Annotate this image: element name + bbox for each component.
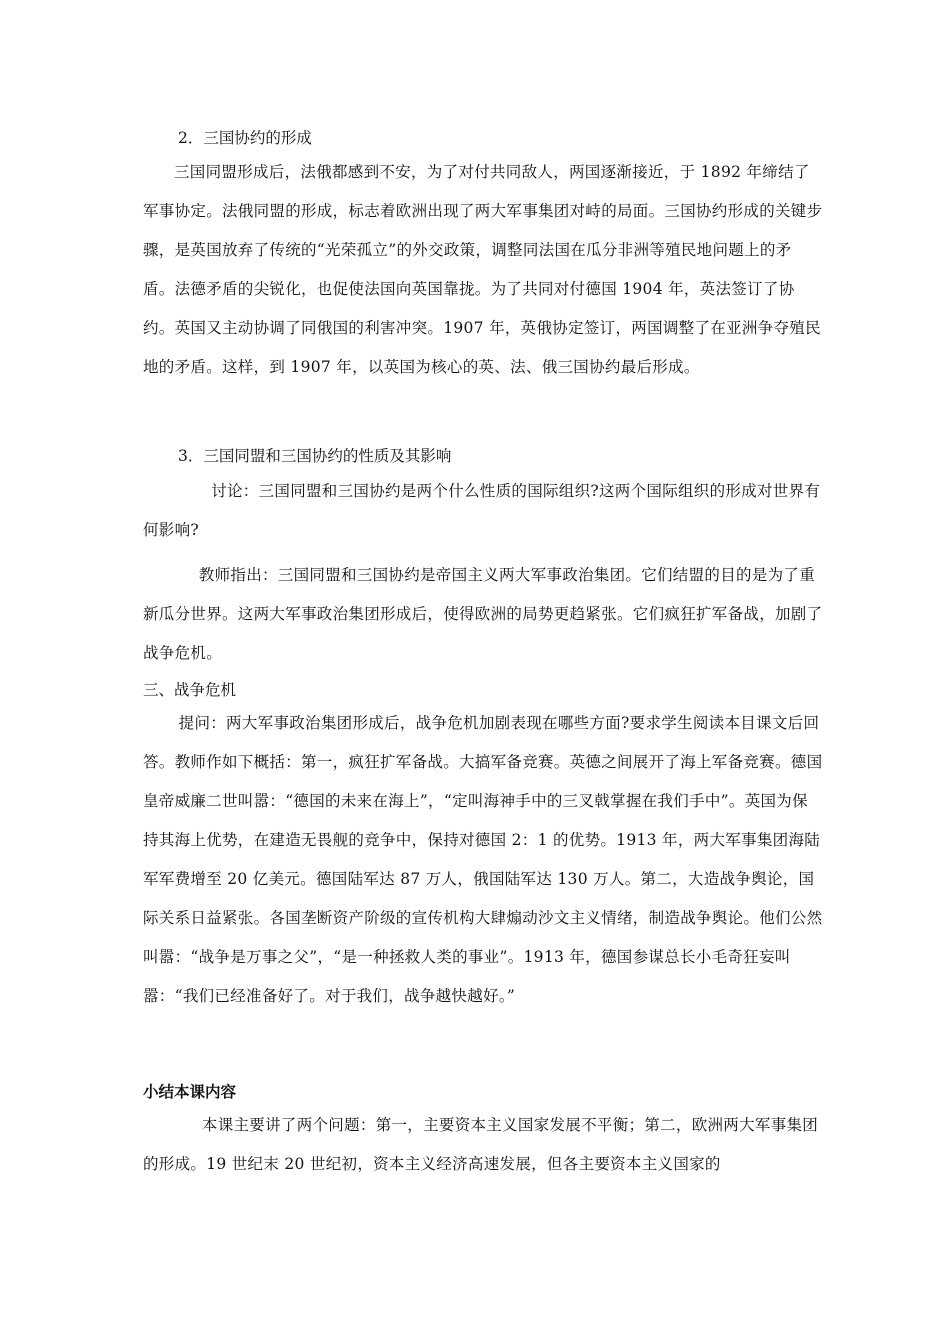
section-3-heading: 3．三国同盟和三国协约的性质及其影响 — [178, 447, 452, 465]
summary-paragraph: 本课主要讲了两个问题：第一，主要资本主义国家发展不平衡；第二，欧洲两大军事集团的形成。19 世纪末 20 世纪初，资本主义经济高速发展，但各主要资本主义国家的 — [143, 1116, 819, 1173]
teacher-paragraph: 教师指出：三国同盟和三国协约是帝国主义两大军事政治集团。它们结盟的目的是为了重新瓜分世界。这两大军事政治集团形成后，使得欧洲的局势更趋紧张。它们疯狂扩军备战，加剧了战争危机。 — [143, 566, 823, 662]
discussion-paragraph: 讨论：三国同盟和三国协约是两个什么性质的国际组织?这两个国际组织的形成对世界有何影响? — [143, 482, 821, 539]
summary-heading: 小结本课内容 — [143, 1083, 237, 1101]
part-3-heading: 三、战争危机 — [143, 681, 237, 699]
section-2-heading: 2．三国协约的形成 — [178, 129, 312, 147]
part-3-paragraph: 提问：两大军事政治集团形成后，战争危机加剧表现在哪些方面?要求学生阅读本目课文后回答。教师作如下概括：第一，疯狂扩军备战。大搞军备竞赛。英德之间展开了海上军备竞赛。德国皇帝威廉二世叫嚣：“德国的未来在海上”，“定叫海神手中的三叉戟掌握在我们手中”。英国为保持其海上优势，在建造无畏舰的竞争中，保持对德国 2：1 的优势。1913 年，两大军事集团海陆军军费增至 20 亿美元。德国陆军达 87 万人，俄国陆军达 130 万人。第二，大造战争舆论，国际关系日益紧张。各国垄断资产阶级的宣传机构大肆煽动沙文主义情绪，制造战争舆论。他们公然叫嚣：“战争是万事之父”，“是一种拯救人类的事业”。1913 年，德国参谋总长小毛奇狂妄叫嚣：“我们已经准备好了。对于我们，战争越快越好。” — [143, 714, 823, 1005]
section-2-paragraph: 三国同盟形成后，法俄都感到不安，为了对付共同敌人，两国逐渐接近，于 1892 年缔结了军事协定。法俄同盟的形成，标志着欧洲出现了两大军事集团对峙的局面。三国协约形成的关键步骤，是英国放弃了传统的“光荣孤立”的外交政策，调整同法国在瓜分非洲等殖民地问题上的矛盾。法德矛盾的尖锐化，也促使法国向英国靠拢。为了共同对付德国 1904 年，英法签订了协约。英国又主动协调了同俄国的利害冲突。1907 年，英俄协定签订，两国调整了在亚洲争夺殖民地的矛盾。这样，到 1907 年，以英国为核心的英、法、俄三国协约最后形成。 — [143, 163, 823, 376]
